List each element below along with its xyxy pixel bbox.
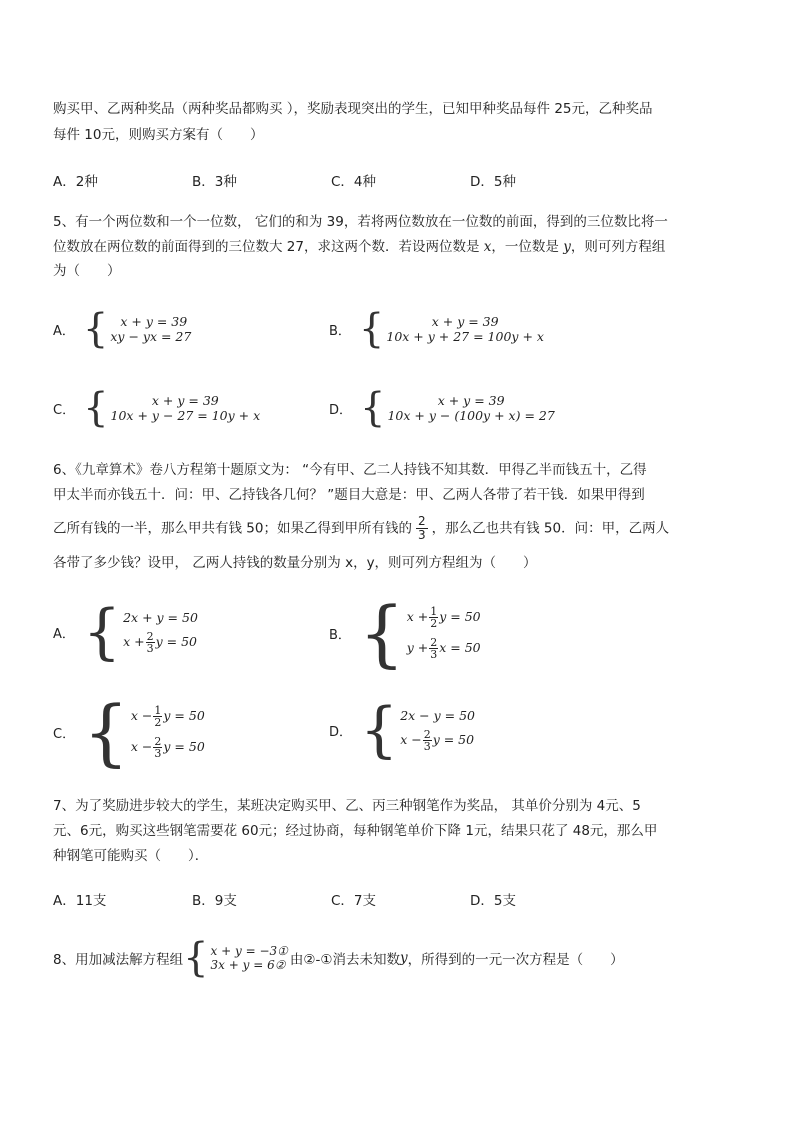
q7-option-d[interactable]: D．5支 [470,893,516,909]
brace-icon: { [83,385,109,431]
brace-icon: { [82,306,109,352]
q4-option-b[interactable]: B．3种 [192,174,237,190]
q7-option-a[interactable]: A．11支 [53,893,107,909]
variable-x: x [483,239,492,255]
q6-option-b[interactable]: B． { x + $\frac{1}{2}$ y = 50 y + $\frac{2}{3}$ x = 50 [329,591,481,675]
q5-option-c[interactable]: C． { x + y = 39 10x + y − 27 = 10y + x [53,385,261,431]
q7-text-line-2: 元、6元，购买这些钢笔需要花 60元；经过协商，每种钢笔单价下降 1元，结果只花了 48元，那么甲 [53,823,658,839]
brace-icon: { [82,597,122,667]
q4-option-d[interactable]: D．5种 [470,174,516,190]
q6-option-a[interactable]: A． { 2x + y = 50 x + $\frac{2}{3}$ y = 50 [53,597,198,667]
q7-options [53,889,516,909]
q6-text-line-4: 各带了多少钱？设甲， 乙两人持钱的数量分别为 x，y，则可列方程组为（ ） [53,555,537,571]
q7-text-line-1: 7、为了奖励进步较大的学生，某班决定购买甲、乙、丙三种钢笔作为奖品， 其单价分别为 4元、5 [53,798,641,814]
q4-options [53,170,516,190]
brace-icon: { [83,690,129,774]
q7-option-c[interactable]: C．7支 [331,893,377,909]
q6-text-line-3: 乙所有钱的一半，那么甲共有钱 50；如果乙得到甲所有钱的 $\frac{2}{3}$ ，那么乙也共有钱 50．问：甲，乙两人 [53,514,670,542]
variable-y: y [400,950,408,966]
q6-option-c[interactable]: C． { x − $\frac{1}{2}$ y = 50 x − $\frac{2}{3}$ y = 50 [53,690,205,774]
q6-text-line-2: 甲太半而亦钱五十．问：甲、乙持钱各几何？ ”题目大意是：甲、乙两人各带了若干钱．如果甲得到 [53,487,645,503]
brace-icon: { [358,306,385,352]
brace-icon: { [360,695,399,765]
q6-text-line-1: 6、《九章算术》卷八方程第十题原文为： “今有甲、乙二人持钱不知其数．甲得乙半而钱五十，乙得 [53,462,647,478]
variable-y: y [563,239,571,255]
q5-option-d[interactable]: D． { x + y = 39 10x + y − (100y + x) = 27 [329,385,555,431]
q5-text-line-2: 位数放在两位数的前面得到的三位数大 27，求这两个数．若设两位数是 x，一位数是 y，则可列方程组 [53,239,666,255]
q5-option-a[interactable]: A． { x + y = 39 xy − yx = 27 [53,306,192,352]
brace-icon: { [360,385,386,431]
q4-text-line-2: 每件 10元，则购买方案有（ ） [53,127,264,143]
q5-text-line-1: 5、有一个两位数和一个一位数， 它们的和为 39，若将两位数放在一位数的前面，得到的三位数比将一 [53,214,668,230]
fraction-two-thirds: $\frac{2}{3}$ [417,514,426,542]
q5-text-line-3: 为（ ） [53,263,121,279]
q4-option-a[interactable]: A．2种 [53,174,98,190]
brace-icon: { [358,591,405,675]
brace-icon: { [183,935,209,981]
q8-text: 8、用加减法解方程组 { x + y = −3① 3x + y = 6② 由②-①消去未知数 y ，所得到的一元一次方程是（ ） [53,935,624,981]
q6-option-d[interactable]: D． { 2x − y = 50 x − $\frac{2}{3}$ y = 50 [329,695,476,765]
q4-text-line-1: 购买甲、乙两种奖品（两种奖品都购买 ），奖励表现突出的学生，已知甲种奖品每件 25元，乙种奖品 [53,101,653,117]
q5-option-b[interactable]: B． { x + y = 39 10x + y + 27 = 100y + x [329,306,544,352]
q7-option-b[interactable]: B．9支 [192,893,237,909]
q4-option-c[interactable]: C．4种 [331,174,377,190]
q7-text-line-3: 种钢笔可能购买（ ）． [53,848,209,864]
